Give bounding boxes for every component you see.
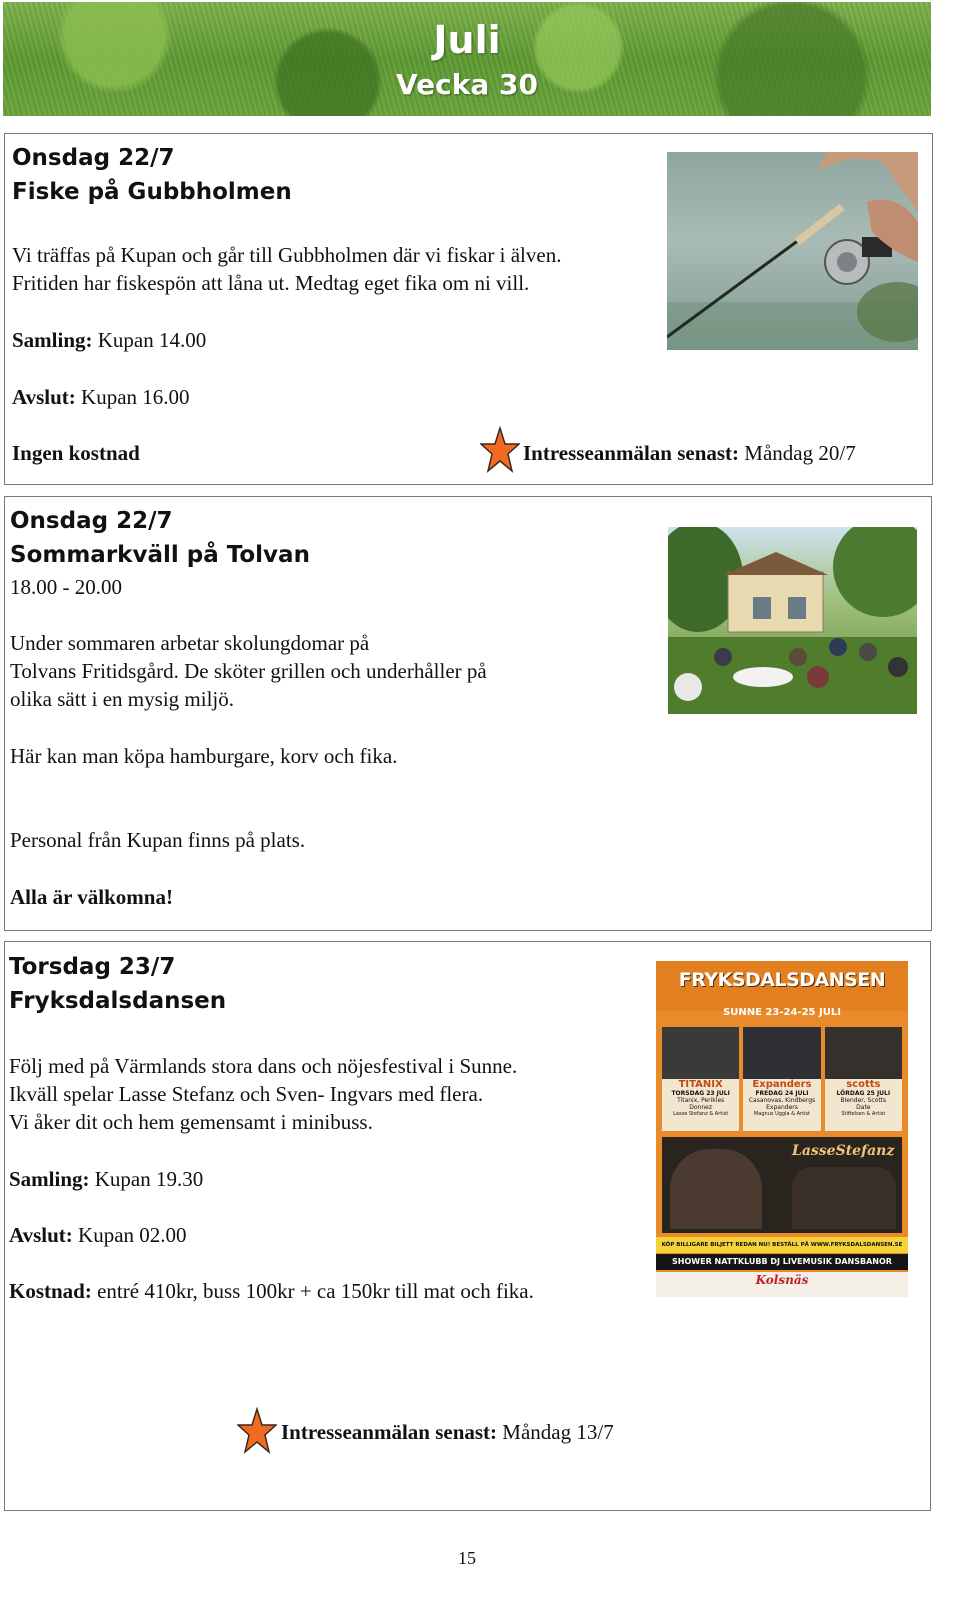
poster-column: Expanders FREDAG 24 JULI Casanovas, Kindbergs Expanders Magnus Uggla & Artist — [743, 1027, 820, 1131]
festival-poster — [656, 961, 908, 1297]
event-card-summer-evening — [4, 496, 932, 931]
cost-text: Ingen kostnad — [12, 441, 140, 465]
end-time: Avslut: Kupan 16.00 — [12, 385, 190, 409]
event-date: Torsdag 23/7 — [9, 954, 176, 980]
event-desc-line: Följ med på Värmlands stora dans och nöjesfestival i Sunne. — [9, 1054, 518, 1078]
event-title: Sommarkväll på Tolvan — [10, 542, 310, 568]
end-time: Avslut: Kupan 02.00 — [9, 1223, 187, 1247]
poster-title: FRYKSDALSDANSEN — [678, 969, 886, 991]
poster-columns — [662, 1027, 902, 1131]
gather-time: Samling: Kupan 19.30 — [9, 1167, 204, 1191]
staff-text: Personal från Kupan finns på plats. — [10, 828, 306, 852]
cost-text: Kostnad: entré 410kr, buss 100kr + ca 150kr till mat och fika. — [9, 1279, 534, 1303]
event-desc-line: Under sommaren arbetar skolungdomar på — [10, 631, 370, 655]
poster-dates: SUNNE 23-24-25 JULI — [723, 1007, 841, 1018]
event-card-fishing — [4, 133, 933, 485]
event-desc-line: Tolvans Fritidsgård. De sköter grillen och underhåller på — [10, 659, 487, 683]
event-desc-line: Ikväll spelar Lasse Stefanz och Sven- Ingvars med flera. — [9, 1082, 484, 1106]
poster-bottom-bar: SHOWER NATTKLUBB DJ LIVEMUSIK DANSBANOR — [656, 1254, 908, 1270]
event-date: Onsdag 22/7 — [12, 145, 175, 171]
event-date: Onsdag 22/7 — [10, 508, 173, 534]
poster-column: scotts LÖRDAG 25 JULI Blender, Scotts Date Stiftelsen & Artist — [825, 1027, 902, 1131]
welcome-text: Alla är välkomna! — [10, 885, 173, 909]
event-desc-line: Vi åker dit och hem gemensamt i minibuss. — [9, 1110, 373, 1134]
garden-party-photo — [668, 527, 917, 714]
gather-time: Samling: Kupan 14.00 — [12, 328, 207, 352]
star-icon — [237, 1407, 277, 1455]
signup-deadline: Intresseanmälan senast: Måndag 13/7 — [281, 1420, 614, 1444]
food-text: Här kan man köpa hamburgare, korv och fika. — [10, 744, 398, 768]
week-title: Vecka 30 — [396, 68, 538, 101]
event-card-fryksdalsdansen — [4, 941, 931, 1511]
month-title: Juli — [433, 18, 501, 62]
poster-venue: Kolsnäs — [755, 1273, 809, 1287]
event-title: Fiske på Gubbholmen — [12, 179, 292, 205]
signup-deadline: Intresseanmälan senast: Måndag 20/7 — [523, 441, 856, 465]
header-banner — [3, 2, 931, 116]
event-time: 18.00 - 20.00 — [10, 575, 122, 599]
event-title: Fryksdalsdansen — [9, 988, 227, 1014]
poster-band-photo: LasseStefanz — [662, 1137, 902, 1233]
poster-ticket: KÖP BILLIGARE BILJETT REDAN NU! BESTÄLL PÅ WWW.FRYKSDALSDANSEN.SE — [656, 1237, 908, 1253]
fishing-photo — [667, 152, 918, 350]
event-desc-line: Fritiden har fiskespön att låna ut. Medtag eget fika om ni vill. — [12, 271, 530, 295]
star-icon — [480, 426, 520, 474]
event-desc-line: olika sätt i en mysig miljö. — [10, 687, 234, 711]
poster-column: TITANIX TORSDAG 23 JULI Titanix, Perikles Donnez Lasse Stefanz & Artist — [662, 1027, 739, 1131]
event-desc-line: Vi träffas på Kupan och går till Gubbholmen där vi fiskar i älven. — [12, 243, 562, 267]
page-number: 15 — [458, 1548, 476, 1568]
